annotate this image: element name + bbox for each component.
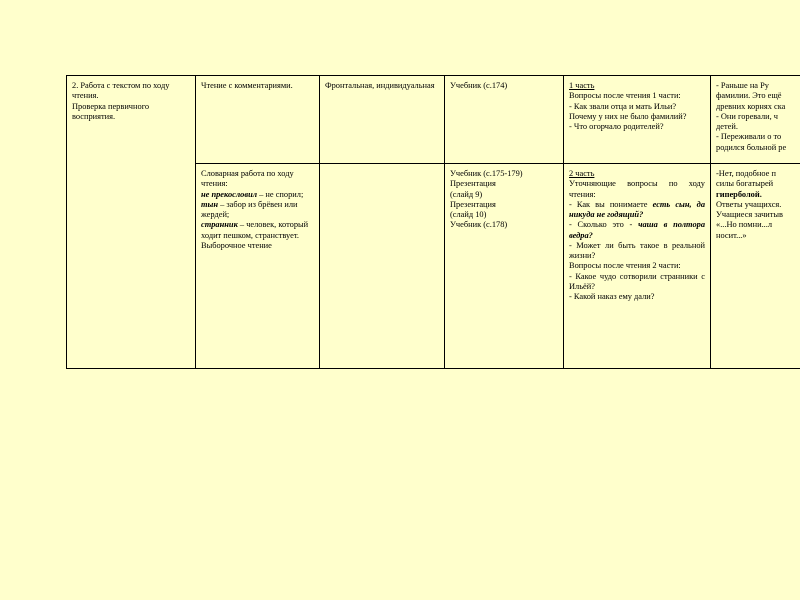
vocabulary-definition: – забор из брёвен или жердей; — [201, 199, 298, 219]
method-cell — [196, 76, 320, 164]
answer-line: силы богатырей — [716, 179, 774, 189]
part-title: 1 часть — [569, 81, 595, 90]
answer-line: детей. — [716, 122, 738, 131]
table-row — [67, 76, 800, 164]
question-prefix: - Как вы понимаете — [569, 199, 653, 209]
question-item: Почему у них не было фамилий? — [569, 111, 687, 121]
clarify-heading: Уточняющие вопросы по ходу чтения: — [569, 179, 705, 199]
vocabulary-entry — [201, 190, 314, 200]
answer-line: носит...» — [716, 230, 747, 240]
clarify-question — [569, 200, 705, 221]
clarify-question: - Может ли быть такое в реальной жизни? — [569, 240, 705, 260]
resource-item: Презентация — [450, 199, 496, 209]
answer-line: Учащиеся зачитыв — [716, 210, 784, 219]
vocabulary-definition: – человек, который ходит пешком, странствует. — [201, 220, 309, 240]
student-activity-cell — [711, 164, 800, 369]
form-text: Фронтальная, индивидуальная — [325, 81, 435, 90]
answer-line: древних корнях ска — [716, 101, 786, 111]
answer-line: -Нет, подобное п — [716, 169, 776, 178]
method-text: Чтение с комментариями. — [201, 81, 293, 90]
question-quote: есть сын, да никуда не годящий? — [569, 199, 706, 219]
stage-title: 2. Работа с текстом по ходу чтения. — [72, 81, 170, 101]
question-prefix: - Сколько это - — [569, 220, 639, 230]
after-question: - Какое чудо сотворили странники с Ильёй? — [569, 271, 705, 291]
after-heading: Вопросы после чтения 2 части: — [569, 261, 681, 271]
vocabulary-entry — [201, 200, 314, 221]
answer-line: родился больной ре — [716, 142, 787, 152]
question-quote: чаша в полтора ведра? — [569, 220, 706, 240]
vocabulary-definition: – не спорил; — [257, 189, 304, 199]
student-activity-cell — [711, 76, 800, 164]
question-item: - Что огорчало родителей? — [569, 122, 664, 131]
resource-text: Учебник (с.174) — [450, 81, 508, 90]
teacher-activity-cell — [564, 164, 711, 369]
answer-line: - Раньше на Ру — [716, 81, 769, 90]
method-footer: Выборочное чтение — [201, 240, 272, 250]
clarify-question — [569, 220, 705, 241]
vocabulary-term: тын — [201, 199, 218, 209]
form-cell-empty — [320, 164, 445, 369]
answer-line: - Они горевали, ч — [716, 111, 779, 121]
part-title: 2 часть — [569, 169, 595, 178]
resource-cell — [445, 76, 564, 164]
answer-line: Ответы учащихся. — [716, 199, 782, 209]
vocabulary-term: не прекословил — [201, 189, 258, 199]
after-question: - Какой наказ ему дали? — [569, 292, 655, 301]
lesson-plan-table — [66, 75, 800, 369]
stage-subtitle: Проверка первичного восприятия. — [72, 101, 150, 121]
questions-heading: Вопросы после чтения 1 части: — [569, 91, 681, 101]
resource-item: Учебник (с.178) — [450, 220, 508, 230]
answer-term: гиперболой. — [716, 189, 762, 199]
answer-line: - Переживали о то — [716, 132, 782, 142]
resource-item: Презентация — [450, 179, 496, 189]
vocabulary-term: странник — [201, 220, 238, 230]
vocabulary-entry — [201, 220, 314, 241]
resource-cell — [445, 164, 564, 369]
resource-item: (слайд 9) — [450, 189, 483, 199]
vocabulary-cell — [196, 164, 320, 369]
resource-item: Учебник (с.175-179) — [450, 169, 523, 178]
teacher-activity-cell — [564, 76, 711, 164]
stage-cell — [67, 76, 196, 369]
answer-line: «...Но помни...л — [716, 220, 773, 230]
vocabulary-heading: Словарная работа по ходу чтения: — [201, 169, 294, 189]
resource-item: (слайд 10) — [450, 210, 487, 219]
question-item: - Как звали отца и мать Ильи? — [569, 101, 677, 111]
form-cell — [320, 76, 445, 164]
answer-line: фамилии. Это ещё — [716, 91, 782, 101]
